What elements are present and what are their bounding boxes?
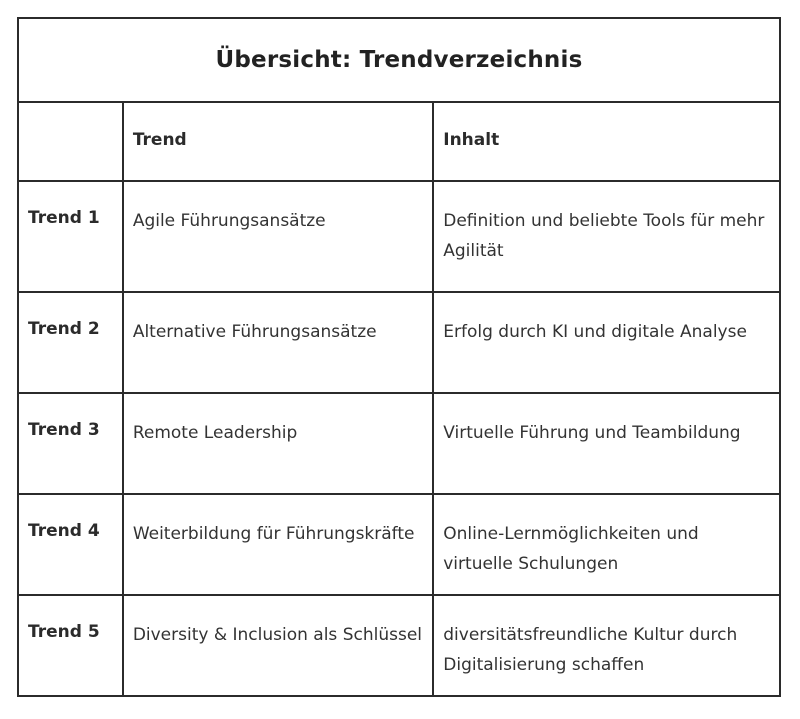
row-label-cell (18, 595, 123, 696)
header-label-content: Inhalt (443, 130, 500, 150)
trend-overview-table (17, 17, 781, 697)
trend-content: Virtuelle Führung und Teambildung (443, 423, 741, 443)
row-label-cell (18, 292, 123, 393)
table-row (18, 181, 780, 292)
content-cell (433, 292, 780, 393)
row-label: Trend 3 (28, 420, 100, 440)
trend-cell (123, 181, 433, 292)
content-cell (433, 181, 780, 292)
trend-content: diversitätsfreundliche Kultur durch Digitalisierung schaffen (443, 625, 738, 675)
header-cell-trend (123, 102, 433, 181)
header-cell-empty (18, 102, 123, 181)
row-label-cell (18, 393, 123, 494)
content-cell (433, 393, 780, 494)
header-row (18, 102, 780, 181)
table-row (18, 292, 780, 393)
trend-name: Remote Leadership (132, 423, 298, 443)
trend-cell (123, 595, 433, 696)
row-label-cell (18, 181, 123, 292)
header-cell-content (433, 102, 780, 181)
row-label: Trend 5 (28, 622, 100, 642)
table-row (18, 393, 780, 494)
title-row (18, 18, 780, 102)
content-cell (433, 595, 780, 696)
trend-cell (123, 393, 433, 494)
trend-name: Agile Führungsansätze (132, 211, 326, 231)
header-label-trend: Trend (132, 130, 187, 150)
trend-cell (123, 494, 433, 595)
row-label: Trend 4 (28, 521, 100, 541)
row-label: Trend 1 (28, 208, 100, 228)
trend-content: Online-Lernmöglichkeiten und virtuelle Schulungen (443, 524, 699, 574)
trend-content: Erfolg durch KI und digitale Analyse (443, 322, 747, 342)
table-title: Übersicht: Trendverzeichnis (215, 47, 583, 73)
row-label: Trend 2 (28, 319, 100, 339)
table-row (18, 494, 780, 595)
trend-name: Weiterbildung für Führungskräfte (132, 524, 415, 544)
content-cell (433, 494, 780, 595)
trend-content: Definition und beliebte Tools für mehr Agilität (443, 211, 765, 261)
trend-name: Alternative Führungsansätze (132, 322, 377, 342)
title-cell (18, 18, 780, 102)
trend-cell (123, 292, 433, 393)
row-label-cell (18, 494, 123, 595)
trend-name: Diversity & Inclusion als Schlüssel (132, 625, 423, 645)
table-row (18, 595, 780, 696)
header-label-empty (19, 103, 122, 130)
